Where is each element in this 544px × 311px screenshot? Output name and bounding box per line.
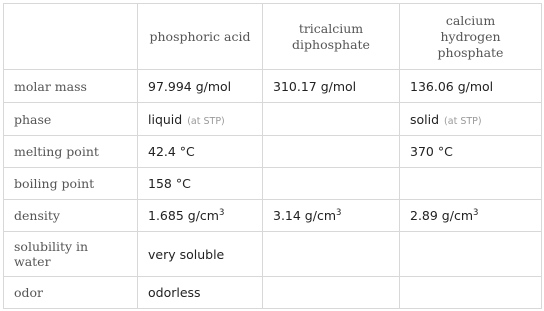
cell-boiling-point-calcium-hydrogen-phosphate (400, 168, 542, 200)
cell-solubility-calcium-hydrogen-phosphate (400, 232, 542, 277)
table-row (4, 232, 542, 277)
cell-molar-mass-calcium-hydrogen-phosphate: 136.06 g/mol (400, 70, 542, 103)
cell-solubility-tricalcium-diphosphate (263, 232, 400, 277)
row-label-odor: odor (4, 277, 138, 309)
cell-phase-tricalcium-diphosphate (263, 103, 400, 136)
column-header-phosphoric-acid: phosphoric acid (138, 4, 263, 70)
cell-density-phosphoric-acid (138, 200, 263, 232)
header-row (4, 4, 542, 70)
phase-value: solid (410, 111, 440, 127)
table-row (4, 277, 542, 309)
row-label-density: density (4, 200, 138, 232)
density-value: 3.14 g/cm (273, 208, 337, 224)
cell-boiling-point-tricalcium-diphosphate (263, 168, 400, 200)
density-value: 2.89 g/cm (410, 208, 474, 224)
phase-value: liquid (148, 111, 183, 127)
cell-melting-point-phosphoric-acid: 42.4 °C (138, 136, 263, 168)
table-row (4, 103, 542, 136)
table-row (4, 70, 542, 103)
density-exponent: 3 (473, 207, 479, 218)
properties-table (3, 3, 542, 309)
cell-boiling-point-phosphoric-acid: 158 °C (138, 168, 263, 200)
table-row (4, 136, 542, 168)
cell-density-tricalcium-diphosphate (263, 200, 400, 232)
cell-phase-phosphoric-acid (138, 103, 263, 136)
properties-table-container (3, 3, 541, 308)
density-value: 1.685 g/cm (148, 208, 219, 224)
column-header-calcium-hydrogen-phosphate: calcium hydrogen phosphate (400, 4, 542, 70)
row-label-phase: phase (4, 103, 138, 136)
density-exponent: 3 (336, 207, 342, 218)
row-label-molar-mass: molar mass (4, 70, 138, 103)
cell-solubility-phosphoric-acid: very soluble (138, 232, 263, 277)
column-header-tricalcium-diphosphate: tricalcium diphosphate (263, 4, 400, 70)
cell-melting-point-tricalcium-diphosphate (263, 136, 400, 168)
phase-note: (at STP) (187, 115, 225, 127)
table-row (4, 168, 542, 200)
row-label-melting-point: melting point (4, 136, 138, 168)
cell-phase-calcium-hydrogen-phosphate (400, 103, 542, 136)
cell-molar-mass-phosphoric-acid: 97.994 g/mol (138, 70, 263, 103)
row-label-boiling-point: boiling point (4, 168, 138, 200)
corner-cell (4, 4, 138, 70)
cell-odor-phosphoric-acid: odorless (138, 277, 263, 309)
cell-density-calcium-hydrogen-phosphate (400, 200, 542, 232)
density-exponent: 3 (218, 207, 225, 218)
row-label-solubility-in-water: solubility in water (4, 232, 138, 277)
cell-odor-tricalcium-diphosphate (263, 277, 400, 309)
phase-note: (at STP) (444, 115, 482, 127)
cell-melting-point-calcium-hydrogen-phosphate: 370 °C (400, 136, 542, 168)
table-row (4, 200, 542, 232)
cell-odor-calcium-hydrogen-phosphate (400, 277, 542, 309)
cell-molar-mass-tricalcium-diphosphate: 310.17 g/mol (263, 70, 400, 103)
